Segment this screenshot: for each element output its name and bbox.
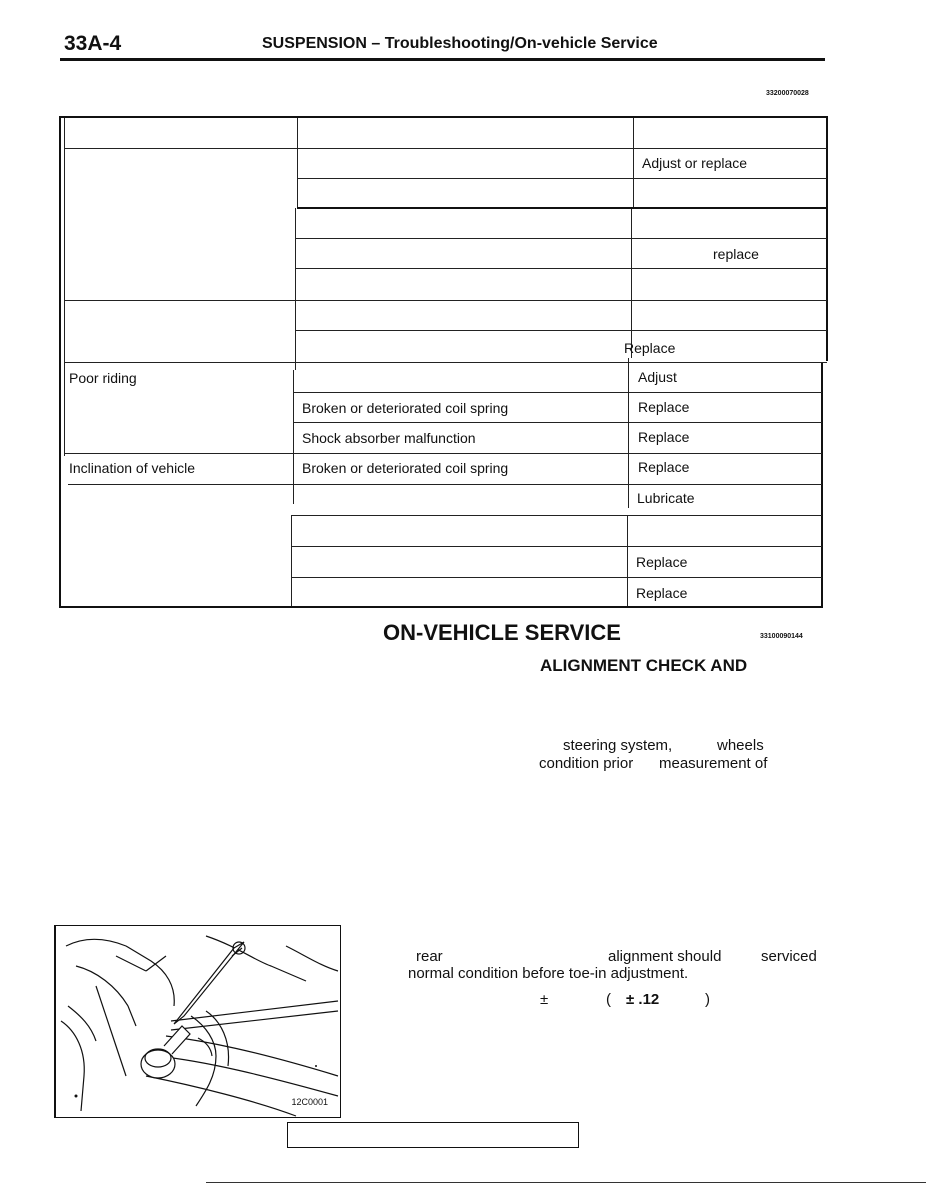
toe-adjustment-illustration — [54, 925, 341, 1118]
column-divider — [291, 515, 292, 608]
remedy-cell: Replace — [624, 340, 676, 356]
service-reference-code: 33100090144 — [760, 633, 803, 640]
table-bottom-border — [59, 606, 823, 608]
row-divider — [293, 422, 822, 423]
cause-cell: Broken or deteriorated coil spring — [302, 400, 509, 416]
row-divider — [64, 148, 827, 149]
body-fragment: normal condition before toe-in adjustment. — [408, 965, 689, 982]
column-divider — [628, 358, 629, 508]
row-divider — [295, 330, 827, 331]
table-reference-code: 33200070028 — [766, 90, 809, 97]
bottom-notice-box — [287, 1122, 579, 1148]
row-divider — [291, 515, 822, 516]
subsection-title: ALIGNMENT CHECK AND — [540, 656, 748, 675]
body-fragment: condition prior — [539, 755, 634, 772]
body-fragment: steering system, — [563, 737, 673, 754]
body-fragment: wheels — [717, 737, 764, 754]
body-fragment: serviced — [761, 948, 817, 965]
page-header-title: SUSPENSION – Troubleshooting/On-vehicle Service — [262, 35, 658, 52]
table-left-inner-border — [64, 116, 65, 456]
remedy-cell: Replace — [638, 429, 690, 445]
remedy-cell: Replace — [636, 554, 688, 570]
wrench-on-tie-rod-icon — [56, 926, 340, 1117]
row-divider — [64, 362, 827, 363]
table-right-border-lower — [821, 362, 823, 608]
body-fragment: rear — [416, 948, 443, 965]
body-fragment: ( — [606, 991, 611, 1008]
body-fragment: measurement of — [659, 755, 768, 772]
row-divider — [64, 453, 822, 454]
remedy-cell: Replace — [638, 399, 690, 415]
cause-cell: Broken or deteriorated coil spring — [302, 460, 509, 476]
row-divider — [291, 546, 822, 547]
column-divider — [295, 208, 296, 370]
page-number: 33A-4 — [64, 32, 122, 55]
column-divider — [633, 116, 634, 208]
symptom-cell: Poor riding — [69, 370, 137, 386]
table-top-border — [59, 116, 828, 118]
row-divider — [297, 207, 827, 209]
symptom-cell: Inclination of vehicle — [69, 460, 196, 476]
row-divider — [295, 238, 827, 239]
body-fragment: alignment should — [608, 948, 722, 965]
row-divider — [297, 178, 827, 179]
figure-label: 12C0001 — [291, 1097, 328, 1107]
row-divider — [295, 268, 827, 269]
table-left-border — [59, 116, 61, 608]
remedy-cell: Replace — [638, 459, 690, 475]
section-title: ON-VEHICLE SERVICE — [383, 620, 621, 645]
remedy-cell: Adjust — [638, 369, 677, 385]
remedy-cell: Replace — [636, 585, 688, 601]
body-fragment: ) — [705, 991, 710, 1008]
remedy-cell: replace — [713, 246, 759, 262]
column-divider — [297, 116, 298, 208]
row-divider — [68, 484, 822, 485]
remedy-cell: Lubricate — [637, 490, 695, 506]
column-divider — [627, 515, 628, 608]
row-divider — [293, 392, 822, 393]
body-fragment: ± .12 — [626, 991, 660, 1008]
cause-cell: Shock absorber malfunction — [302, 430, 476, 446]
row-divider — [64, 300, 827, 301]
body-fragment: ± — [540, 991, 549, 1008]
footer-rule — [206, 1182, 926, 1183]
header-rule — [60, 58, 825, 61]
column-divider — [631, 208, 632, 358]
row-divider — [291, 577, 822, 578]
remedy-cell: Adjust or replace — [642, 155, 748, 171]
